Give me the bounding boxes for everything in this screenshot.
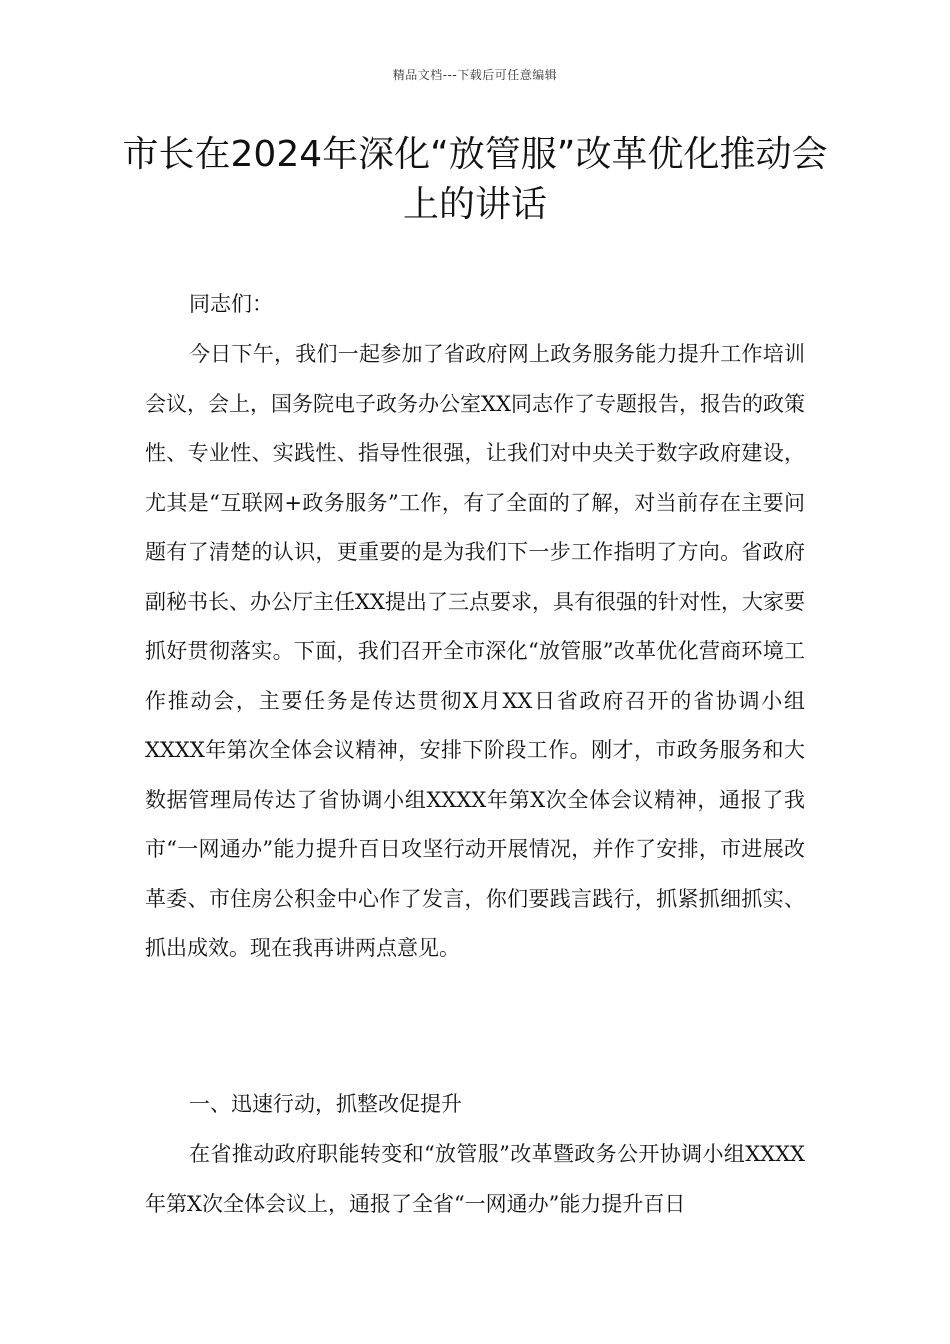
header-note: 精品文档---下载后可任意编辑 [392, 68, 558, 82]
body-paragraph: 在省推动政府职能转变和“放管服”改革暨政务公开协调小组XXXX年第X次全体会议上，通报了全省“一网通办”能力提升百日 [145, 1142, 805, 1216]
salutation: 同志们： [189, 292, 273, 316]
document-title: 市长在2024年深化“放管服”改革优化推动会上的讲话 [122, 134, 828, 225]
body-paragraph: 今日下午，我们一起参加了省政府网上政务服务能力提升工作培训会议，会上，国务院电子政务办公室XX同志作了专题报告，报告的政策性、专业性、实践性、指导性很强，让我们对中央关于数字政府建设，尤其是“互联网+政务服务”工作，有了全面的了解，对当前存在主要问题有了清楚的认识，更重要的是为我们下一步工作指明了方向。省政府副秘书长、办公厅主任XX提出了三点要求，具有很强的针对性，大家要抓好贯彻落实。下面，我们召开全市深化“放管服”改革优化营商环境工作推动会，主要任务是传达贯彻X月XX日省政府召开的省协调小组XXXX年第次全体会议精神，安排下阶段工作。刚才，市政务服务和大数据管理局传达了省协调小组XXXX年第X次全体会议精神，通报了我市“一网通办”能力提升百日攻坚行动开展情况，并作了安排，市进展改革委、市住房公积金中心作了发言，你们要践言践行，抓紧抓细抓实、抓出成效。现在我再讲两点意见。 [145, 342, 805, 960]
section-heading: 一、迅速行动，抓整改促提升 [189, 1092, 462, 1116]
